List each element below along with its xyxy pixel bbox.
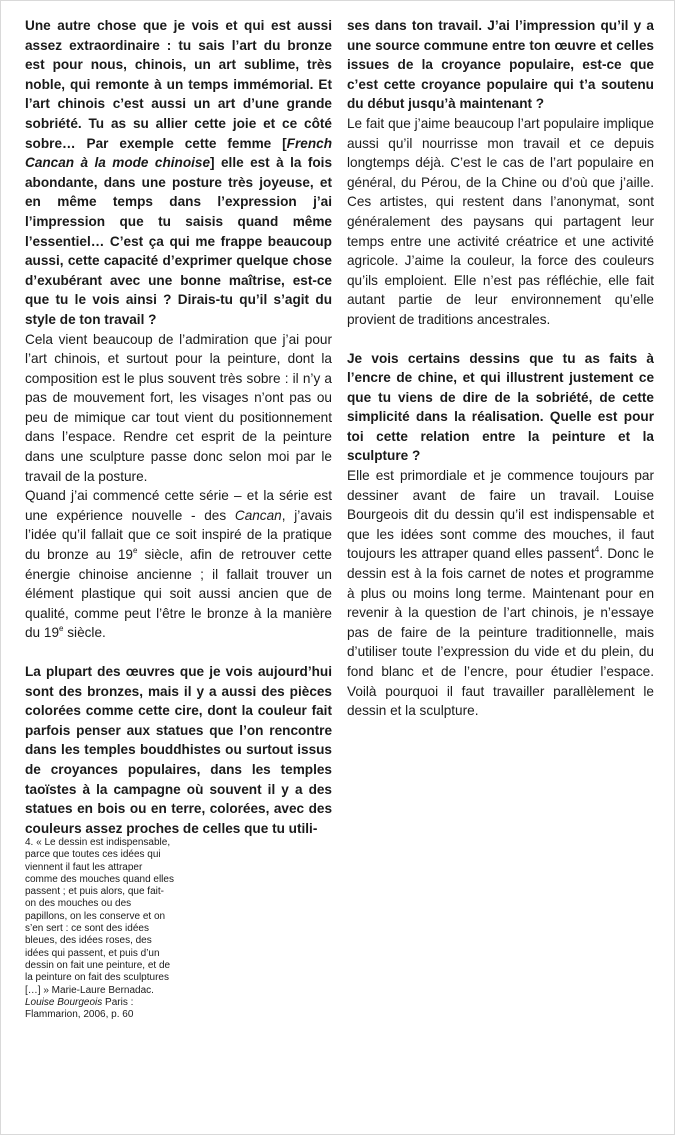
footnote-marker: 4 [594,545,600,555]
series-title: Cancan [234,507,282,523]
answer-1: Cela vient beaucoup de l’admiration que j’ai pour l’art chinois, et surtout pour la peinture, dont la composition est le plus souvent très sobre : il n’y a pas de mouvement fort, les visages n’ont pas ou peu de mimique car tout vient du positionnement dans l’espace. Rendre cet esprit de la peinture dans une sculpture passe donc selon moi par le travail de la posture. [25,331,332,484]
answer-2-mid: , j’avais l’idée qu’il fallait que ce soit inspiré de la pratique du bronze au 19 [25,507,333,563]
answer-4-end: . Donc le dessin est à la fois carnet de notes et programme à plus ou moins long terme. Maintenant pour en revenir à la question de l’art chinois, je n’essaye pas de faire de la peinture traditionnelle, mais d’utiliser toute l’expression du vide et du plein, du fond blanc et de l’encre, pour étudier l’espace. Voilà pourquoi il faut travailler parallèlement le dessin et la sculpture. [347,546,654,719]
answer-2-mid2: siècle, afin de retrouver cette énergie chinoise ancienne ; il fallait trouver un élément plastique qui soit aussi ancien que de qualité, comme peut l’être le bronze à la manière du 19 [25,547,332,641]
question-1-text-end: ] elle est à la fois abondante, dans une posture très joyeuse, et en même temps dans l’expression j’ai l’impression que tu saisis quand même l’essentiel… C’est ça qui me frappe beaucoup aussi, cette capacité d’exprimer quelque chose d’exubérant avec une bonne maîtrise, est-ce que tu le vois ainsi ? Dirais-tu qu’il s’agit du style de ton travail ? [25,155,333,327]
footnote-book-title: Louise Bourgeois [25,996,103,1008]
artwork-title: French Cancan à la mode chinoise [25,135,332,171]
answer-2 [25,486,332,643]
footnote-publisher: Paris : Flammarion, 2006, p. 60 [25,996,134,1021]
superscript-e: e [133,546,138,556]
answer-2-start: Quand j’ai commencé cette série – et la série est une expérience nouvelle - des [25,488,332,523]
answer-3: Le fait que j’aime beaucoup l’art populaire implique aussi qu’il nourrisse mon travail et ce depuis longtemps déjà. C’est le cas de l’art populaire en général, du Pérou, de la Chine ou d’où que j’aille. Ces artistes, qui restent dans l’anonymat, sont généralement des paysans qui partagent leur temps entre une activité créatrice et une activité agricole. J’aime la couleur, la force des couleurs qu’ils emploient. Elle n’est pas réfléchie, elle fait autant partie de leur environnement qu’elle provient de traditions ancestrales. [347,115,654,327]
question-1 [25,16,332,330]
answer-4-start: Elle est primordiale et je commence toujours par dessiner avant de faire un travail. Louise Bourgeois dit du dessin qu’il est indispensable et que les idées sont comme des mouches, il faut toujours les attraper quand elles passent [347,468,654,562]
question-1-text: Une autre chose que je vois et qui est aussi assez extraordinaire : tu sais l’art du bronze est pour nous, chinois, un art sublime, très noble, qui remonte à un temps immémorial. Et l’art chinois c’est aussi un art d’une grande sobriété. Tu as su allier cette joie et ce côté sobre… Par exemple cette femme [ [25,18,332,151]
answer-2-end: siècle. [63,625,106,641]
right-column [347,16,654,721]
question-3: Je vois certains dessins que tu as faits à l’encre de chine, et qui illustrent justement ce que tu viens de dire de la sobriété, de cette simplicité dans la réalisation. Quelle est pour toi cette relation entre la peinture et la sculpture ? [347,350,654,464]
question-2: La plupart des œuvres que je vois aujourd’hui sont des bronzes, mais il y a aussi des pièces colorées comme cette cire, dont la couleur fait parfois penser aux statues que l’on rencontre dans les temples bouddhistes ou surtout issus de croyances populaires, dans les temples taoïstes à la campagne où souvent il y a des statues en bois ou en terre, colorées, avec des couleurs assez proches de celles que tu utili- [25,664,332,836]
footnote [25,837,175,1021]
footnote-text: 4. « Le dessin est indispensable, parce que toutes ces idées qui viennent il faut les attraper comme des mouches quand elles passent ; et puis alors, que fait-on des mouches ou des papillons, on les conserve et on s’en sert : ce sont des idées bleues, des idées roses, des idées qui passent, et puis d’un dessin on fait une peinture, et de la peinture on fait des sculptures […] » Marie-Laure Bernadac. [25,837,174,996]
question-2-continued: ses dans ton travail. J’ai l’impression qu’il y a une source commune entre ton œuvre et celles issues de la croyance populaire, est-ce que c’est cette croyance populaire qui t’a soutenu du début jusqu’à maintenant ? [347,18,654,112]
answer-4 [347,466,654,721]
superscript-e: e [59,624,64,634]
left-column [25,16,332,838]
